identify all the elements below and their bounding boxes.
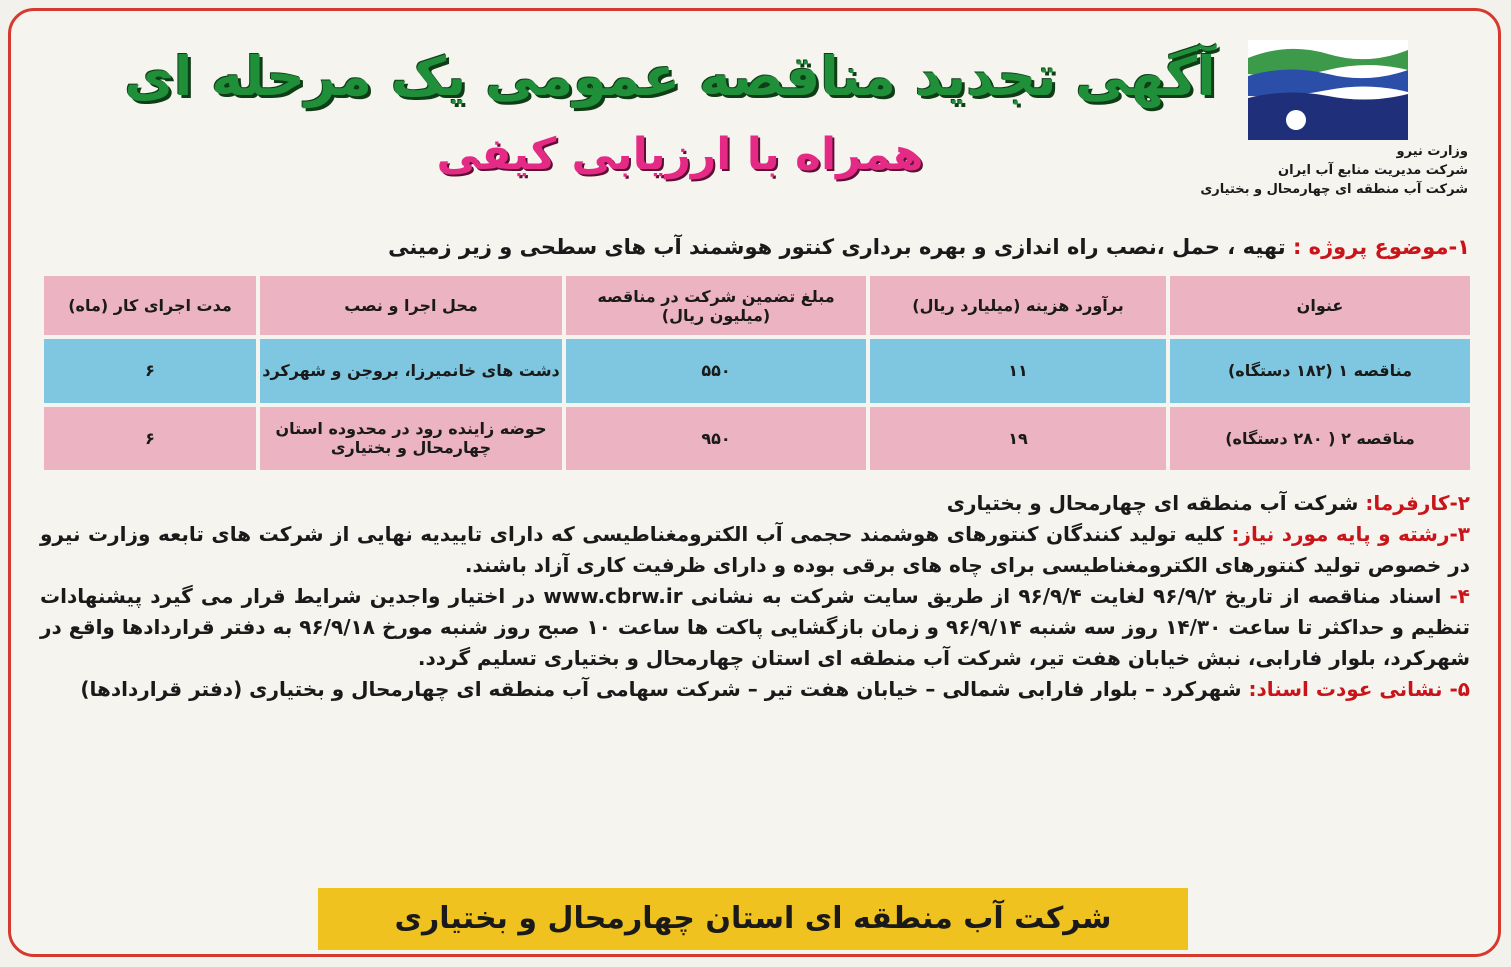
subject-label: ۱-موضوع پروژه : xyxy=(1292,235,1470,259)
table-row xyxy=(44,407,1470,470)
documents-text-a: اسناد مناقصه از تاریخ ۹۶/۹/۲ لغایت ۹۶/۹/۴ از طریق سایت شرکت به نشانی xyxy=(690,584,1442,608)
org-ministry: وزارت نیرو xyxy=(1396,144,1468,159)
requirements-label: ۳-رشته و پایه مورد نیاز: xyxy=(1231,522,1470,546)
tender-table xyxy=(40,272,1474,474)
website-link[interactable]: www.cbrw.ir xyxy=(543,584,683,608)
header-title: عنوان xyxy=(1170,276,1470,335)
water-ministry-logo xyxy=(1248,40,1408,140)
cell-duration: ۶ xyxy=(44,407,256,470)
table-row xyxy=(44,339,1470,402)
documents-label: ۴- xyxy=(1449,584,1470,608)
header-location: محل اجرا و نصب xyxy=(260,276,562,335)
section-employer xyxy=(40,488,1470,519)
cell-duration: ۶ xyxy=(44,339,256,402)
section-requirements xyxy=(40,519,1470,581)
table-header-row xyxy=(44,276,1470,335)
header-duration: مدت اجرای کار (ماه) xyxy=(44,276,256,335)
cell-title: مناقصه ۲ ( ۲۸۰ دستگاه) xyxy=(1170,407,1470,470)
section-documents xyxy=(40,581,1470,674)
notice-subtitle: همراه با ارزیابی کیفی xyxy=(436,129,924,180)
return-address-text: شهرکرد – بلوار فارابی شمالی – خیابان هفت تیر – شرکت سهامی آب منطقه ای چهارمحال و بختیاری (دفتر قراردادها) xyxy=(80,677,1242,701)
subject-text: تهیه ، حمل ،نصب راه اندازی و بهره برداری کنتور هوشمند آب های سطحی و زیر زمینی xyxy=(388,235,1286,259)
employer-text: شرکت آب منطقه ای چهارمحال و بختیاری xyxy=(946,491,1359,515)
cell-location: دشت های خانمیرزا، بروجن و شهرکرد xyxy=(260,339,562,402)
org-regional-company: شرکت آب منطقه ای چهارمحال و بختیاری xyxy=(1200,182,1468,197)
documents-text-b: در اختیار واجدین شرایط قرار می گیرد پیشنهادات تنظیم و حداکثر تا ساعت ۱۴/۳۰ روز سه شنبه ۹۶/۹/۱۴ و زمان بازگشایی پاکت ها ساعت ۱۰ صبح روز شنبه مورخ ۹۶/۹/۱۸ به دفتر قراردادها واقع در شهرکرد، بلوار فارابی، نبش خیابان هفت تیر، شرکت آب منطقه ای استان چهارمحال و بختیاری تسلیم گردد. xyxy=(40,584,1471,670)
org-company: شرکت مدیریت منابع آب ایران xyxy=(1278,163,1468,178)
cell-cost: ۱۱ xyxy=(870,339,1166,402)
section-return-address xyxy=(40,674,1470,705)
footer-company-band: شرکت آب منطقه ای استان چهارمحال و بختیاری xyxy=(318,888,1188,950)
cell-title: مناقصه ۱ (۱۸۲ دستگاه) xyxy=(1170,339,1470,402)
return-address-label: ۵- نشانی عودت اسناد: xyxy=(1248,677,1470,701)
header-guarantee: مبلغ تضمین شرکت در مناقصه (میلیون ریال) xyxy=(566,276,866,335)
organization-lines xyxy=(1150,142,1468,199)
cell-location: حوضه زاینده رود در محدوده استان چهارمحال و بختیاری xyxy=(260,407,562,470)
employer-label: ۲-کارفرما: xyxy=(1365,491,1470,515)
requirements-text: کلیه تولید کنندگان کنتورهای هوشمند حجمی آب الکترومغناطیسی که دارای تاییدیه نهایی از شرکت های تابعه وزارت نیرو در خصوص تولید کنتورهای الکترومغناطیسی برای چاه های برقی بوده و دارای ظرفیت کاری آزاد باشند. xyxy=(40,522,1470,577)
cell-guarantee: ۹۵۰ xyxy=(566,407,866,470)
notice-body xyxy=(40,488,1470,705)
project-subject xyxy=(40,232,1470,262)
cell-cost: ۱۹ xyxy=(870,407,1166,470)
header-cost-estimate: برآورد هزینه (میلیارد ریال) xyxy=(870,276,1166,335)
notice-title: آگهی تجدید مناقصه عمومی یک مرحله ای xyxy=(124,45,1216,108)
cell-guarantee: ۵۵۰ xyxy=(566,339,866,402)
